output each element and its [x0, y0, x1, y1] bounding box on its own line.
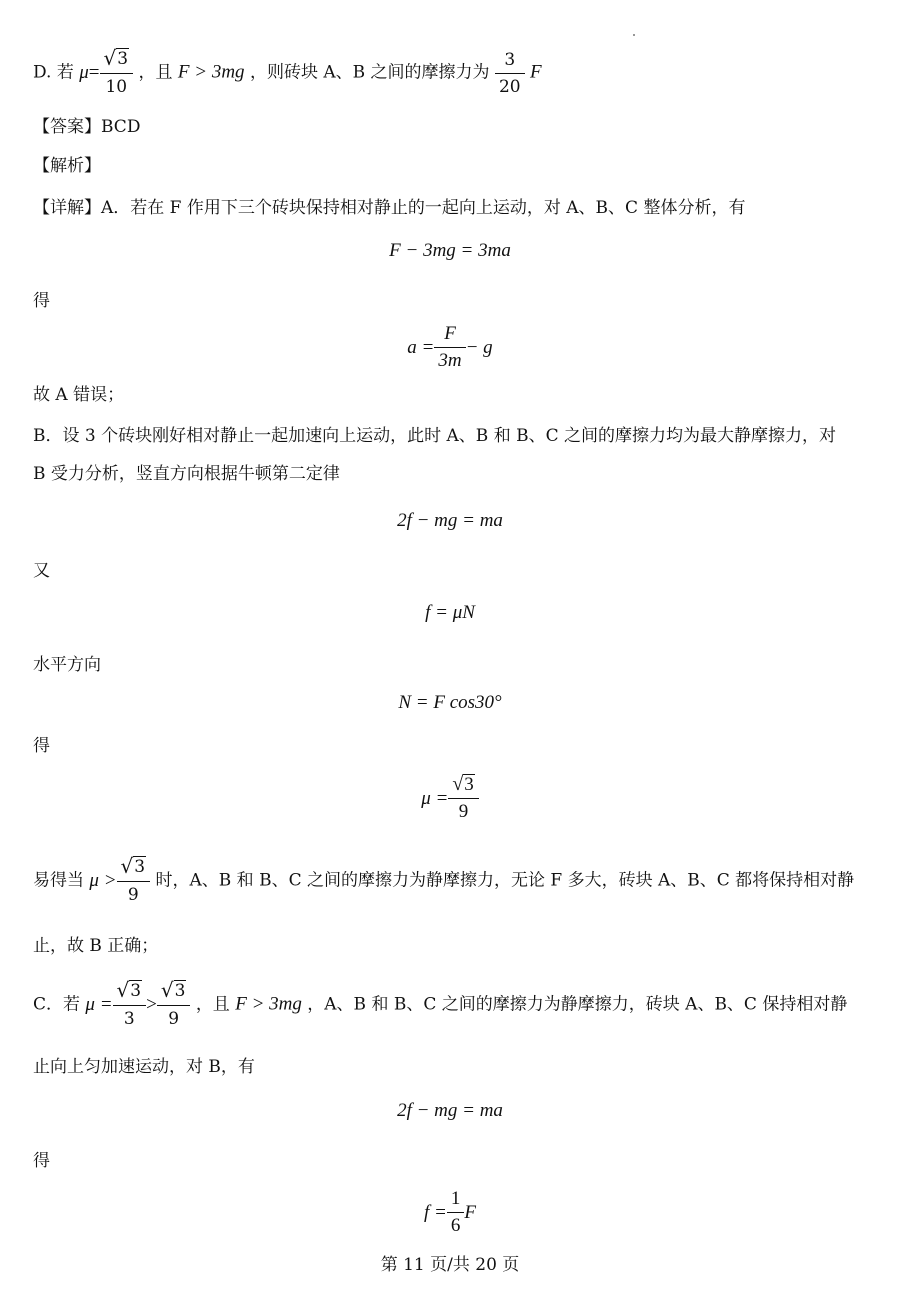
option-d-mu-expr	[79, 48, 133, 98]
b-concl-text: 时，A、B 和 B、C 之间的摩擦力为静摩擦力，无论 F 多大，砖块 A、B、C 都将保持相对静	[155, 870, 855, 891]
detail-intro: 【详解】A．若在 F 作用下三个砖块保持相对静止的一起向上运动，对 A、B、C 整体分析，有	[33, 198, 746, 218]
numerator: 1	[450, 1188, 461, 1209]
mu-eq: μ =	[85, 994, 113, 1015]
mu-gt: μ >	[89, 870, 117, 891]
b-concl-prefix: 易得当	[33, 870, 84, 891]
numerator: 3	[504, 49, 516, 70]
option-d-label: D. 若	[33, 62, 74, 83]
sqrt-argument: 3	[174, 981, 186, 1001]
c-fraction-1: √ 3 3	[115, 980, 145, 1030]
numerator: F	[444, 323, 456, 344]
equation-7: 2f − mg = ma	[397, 1100, 503, 1121]
b-conclusion-line-2: 止，故 B 正确；	[33, 936, 159, 956]
denominator: 9	[117, 881, 151, 906]
equation-3: 2f − mg = ma	[397, 510, 503, 531]
equation-4: f = μN	[425, 602, 475, 623]
eq6-fraction: √ 3 9	[450, 774, 476, 823]
option-d-fraction: √ 3 10	[102, 48, 132, 98]
equals-sign: =	[88, 62, 100, 83]
denominator: 20	[495, 73, 525, 98]
a-wrong-line: 故 A 错误；	[33, 385, 125, 405]
c-text: ，A、B 和 B、C 之间的摩擦力为静摩擦力，砖块 A、B、C 保持相对静	[307, 994, 848, 1015]
sqrt-argument: 3	[134, 857, 146, 877]
eq8-rest: F	[464, 1201, 476, 1223]
b-conclusion-line-1	[33, 856, 870, 906]
eq8-fraction	[449, 1188, 463, 1237]
b-para-line-2: B 受力分析，竖直方向根据牛顿第二定律	[33, 464, 340, 484]
equation-5: N = F cos30°	[398, 692, 502, 713]
c-inequality	[85, 980, 190, 1030]
eq8-lhs: f =	[424, 1201, 447, 1223]
c-fraction-2: √ 3 9	[159, 980, 189, 1030]
c-para-line-1	[33, 980, 870, 1030]
mu-symbol: μ	[79, 62, 89, 83]
answer-line: 【答案】BCD	[33, 117, 141, 137]
option-d-friction-fraction	[497, 49, 523, 98]
eq6-lhs: μ =	[421, 787, 449, 809]
denominator: 3	[113, 1005, 147, 1030]
equation-6	[0, 774, 900, 823]
eq2-rest: − g	[465, 336, 493, 358]
c-prefix: C．若	[33, 994, 81, 1015]
b-concl-inequality	[89, 856, 150, 906]
b-para-line-1: B．设 3 个砖块刚好相对静止一起加速向上运动，此时 A、B 和 B、C 之间的摩擦力均为最大静摩擦力，对	[33, 426, 836, 446]
c-mid-text: ，且	[195, 994, 230, 1015]
denominator: 10	[100, 73, 134, 98]
c-condition: F > 3mg	[235, 993, 302, 1015]
sqrt-argument: 3	[464, 774, 474, 795]
denominator: 9	[157, 1005, 191, 1030]
equation-8	[0, 1188, 900, 1237]
eq2-fraction	[436, 323, 463, 372]
separator-text: ，且	[138, 62, 173, 83]
you-line: 又	[33, 561, 50, 581]
stray-dot	[633, 34, 635, 36]
de-2: 得	[33, 736, 50, 756]
c-para-line-2: 止向上匀加速运动，对 B，有	[33, 1057, 255, 1077]
de-1: 得	[33, 291, 50, 311]
sqrt-argument: 3	[130, 981, 142, 1001]
equation-2	[0, 323, 900, 372]
eq2-lhs: a =	[407, 336, 435, 358]
denominator: 6	[447, 1212, 465, 1237]
equation-1: F − 3mg = 3ma	[389, 240, 511, 261]
page-footer: 第 11 页/共 20 页	[380, 1255, 520, 1275]
analysis-heading: 【解析】	[33, 156, 101, 176]
gt-sign: >	[146, 994, 157, 1015]
de-3: 得	[33, 1151, 50, 1171]
b-concl-fraction: √ 3 9	[119, 856, 149, 906]
sqrt-argument: 3	[117, 49, 129, 69]
denominator: 9	[448, 798, 478, 823]
force-symbol: F	[530, 61, 542, 83]
horizontal-line: 水平方向	[33, 655, 101, 675]
denominator: 3m	[434, 347, 465, 372]
option-d-line	[33, 48, 870, 98]
option-d-text: ，则砖块 A、B 之间的摩擦力为	[249, 62, 490, 83]
condition-expr: F > 3mg	[177, 61, 245, 83]
